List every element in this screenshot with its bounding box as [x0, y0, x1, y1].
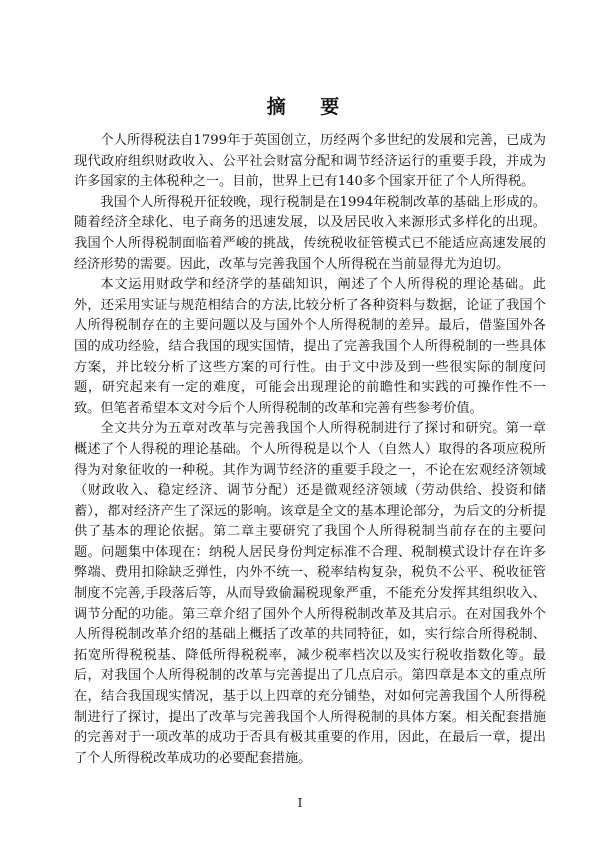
- page-number: I: [297, 796, 303, 810]
- paragraph-3: 本文运用财政学和经济学的基础知识，阐述了个人所得税的理论基础。此外，还采用实证与规范相结合的方法,比较分析了各种资料与数据，论证了我国个人所得税制存在的主要问题以及与国外个人所得税制的差异。最后，借鉴国外各国的成功经验，结合我国的现实国情，提出了完善我国个人所得税制的一些具体方案，并比较分析了这些方案的可行性。由于文中涉及到一些很实际的制度问题，研究起来有一定的难度，可能会出现理论的前瞻性和实践的可操作性不一致。但笔者希望本文对今后个人所得税制的改革和完善有些参考价值。: [74, 277, 546, 416]
- paragraph-1: 个人所得税法自1799年于英国创立，历经两个多世纪的发展和完善，已成为现代政府组织财政收入、公平社会财富分配和调节经济运行的重要手段，并成为许多国家的主体税种之一。目前，世界上已有140多个国家开征了个人所得税。: [74, 133, 546, 190]
- paragraph-2: 我国个人所得税开征较晚，现行税制是在1994年税制改革的基础上形成的。随着经济全球化、电子商务的迅速发展，以及居民收入来源形式多样化的出现。我国个人所得税制面临着严峻的挑战，传统税收征管模式已不能适应高速发展的经济形势的需要。因此，改革与完善我国个人所得税在当前显得尤为迫切。: [74, 194, 546, 272]
- paragraph-4: 全文共分为五章对改革与完善我国个人所得税制进行了探讨和研究。第一章概述了个人得税的理论基础。个人所得税是以个人（自然人）取得的各项应税所得为对象征收的一种税。其作为调节经济的重要手段之一，不论在宏观经济领域（财政收入、稳定经济、调节分配）还是微观经济领域（劳动供给、投资和储蓄），都对经济产生了深远的影响。该章是全文的基本理论部分，为后文的分析提供了基本的理论依据。第二章主要研究了我国个人所得税制当前存在的主要问题。问题集中体现在：纳税人居民身份判定标准不合理、税制模式设计存在许多弊端、费用扣除缺乏弹性，内外不统一、税率结构复杂，税负不公平、税收征管制度不完善,手段落后等，从而导致偷漏税现象严重，不能充分发挥其组织收入、调节分配的功能。第三章介绍了国外个人所得税制改革及其启示。在对国我外个人所得税制改革介绍的基础上概括了改革的共同特征，如，实行综合所得税制、拓宽所得税税基、降低所得税税率，减少税率档次以及实行税收指数化等。最后，对我国个人所得税制的改革与完善提出了几点启示。第四章是本文的重点所在，结合我国现实情况，基于以上四章的充分铺垫，对如何完善我国个人所得税制进行了探讨，提出了改革与完善我国个人所得税制的具体方案。相关配套措施的完善对于一项改革的成功于否具有极其重要的作用，因此，在最后一章，提出了个人所得税改革成功的必要配套措施。: [74, 421, 546, 766]
- page-title: 摘 要: [266, 96, 354, 118]
